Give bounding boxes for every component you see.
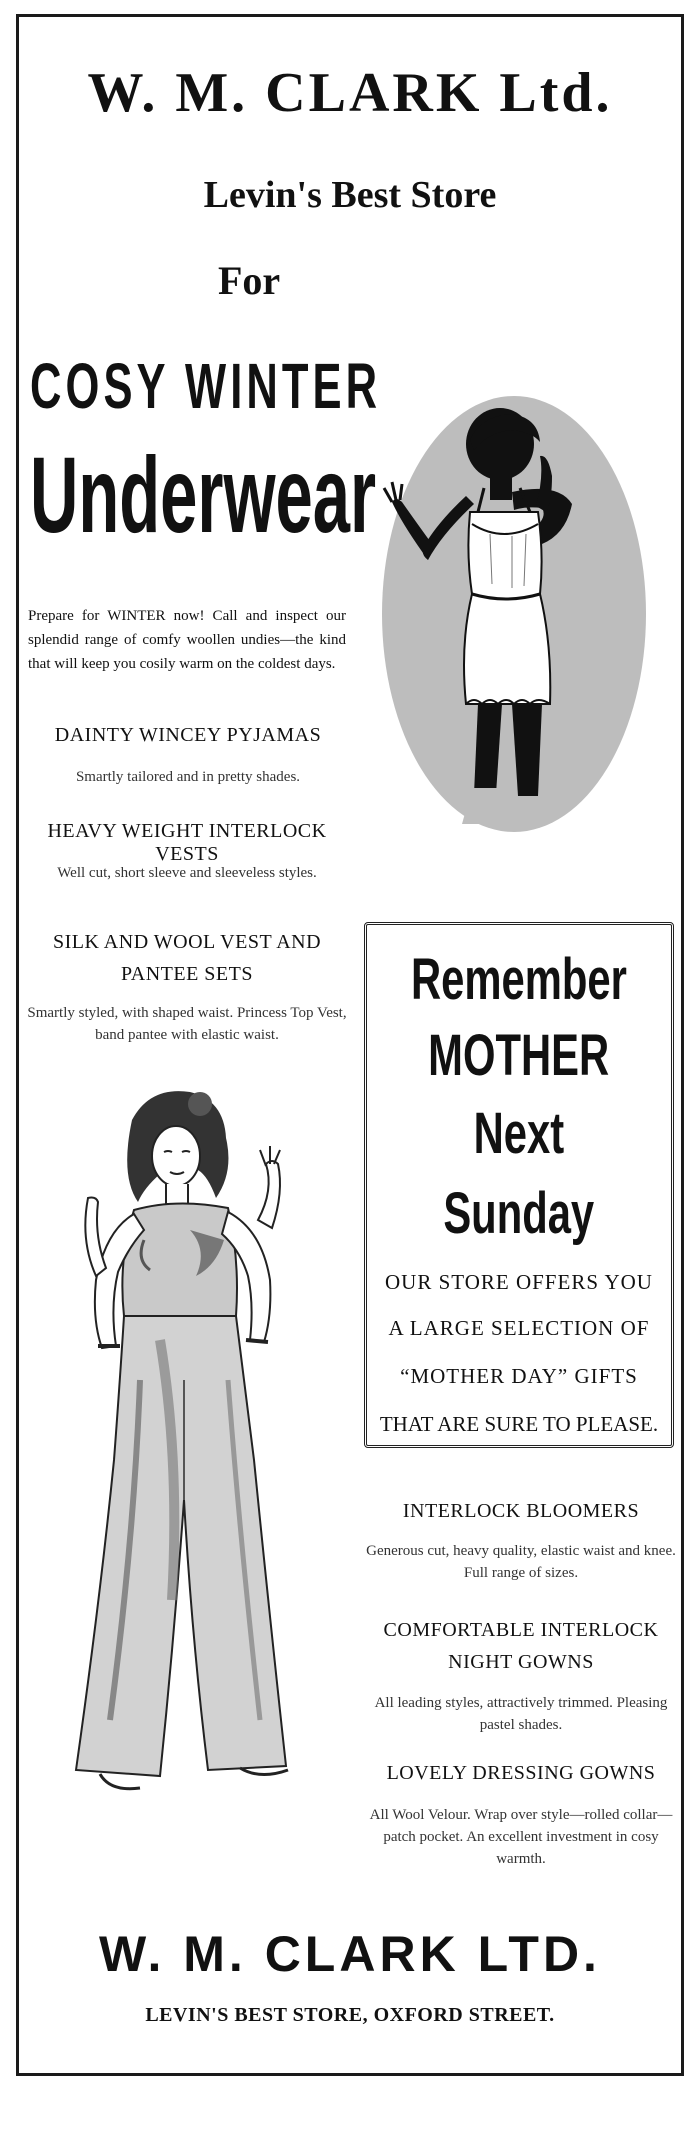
item-desc-night-gowns: All leading styles, attractively trimmed. Pleasing pastel shades. [374,1695,668,1733]
item-title-dressing-gowns: LOVELY DRESSING GOWNS [386,1762,656,1784]
item-desc-bloomers: Generous cut, heavy quality, elastic waist and knee. Full range of sizes. [366,1543,676,1581]
item-title-vest-pantee: SILK AND WOOL VEST AND PANTEE SETS [52,931,322,985]
hero-line-1: COSY WINTER [30,350,382,422]
store-tagline: Levin's Best Store [203,174,497,216]
mother-offer-2: A LARGE SELECTION OF [388,1316,650,1340]
mother-offer-1: OUR STORE OFFERS YOU [385,1270,653,1294]
item-desc-vests: Well cut, short sleeve and sleeveless styles. [57,865,317,881]
mother-sunday: Sunday [443,1181,595,1246]
woman-in-pyjamas-illustration [40,1080,360,1840]
store-name-header: W. M. CLARK Ltd. [87,62,613,124]
store-address: LEVIN'S BEST STORE, OXFORD STREET. [145,2004,555,2026]
item-title-bloomers: INTERLOCK BLOOMERS [402,1500,640,1522]
mother-mother: MOTHER [428,1023,610,1088]
store-name-footer: W. M. CLARK LTD. [99,1926,601,1982]
mother-offer-4: THAT ARE SURE TO PLEASE. [379,1412,659,1436]
hero-line-2: Underwear [30,434,377,555]
woman-in-slip-illustration [362,384,662,844]
item-title-night-gowns: COMFORTABLE INTERLOCK NIGHT GOWNS [383,1619,659,1673]
mother-next: Next [473,1101,565,1166]
item-desc-pyjamas: Smartly tailored and in pretty shades. [75,769,301,785]
item-title-pyjamas: DAINTY WINCEY PYJAMAS [54,724,322,746]
item-desc-vest-pantee: Smartly styled, with shaped waist. Princess Top Vest, band pantee with elastic waist. [27,1005,347,1043]
intro-paragraph: Prepare for WINTER now! Call and inspect our splendid range of comfy woollen undies—the kind that will keep you cosily warm on the coldest days. [28,608,346,672]
item-title-vests: HEAVY WEIGHT INTERLOCK VESTS [47,820,327,865]
mother-offer-3: “MOTHER DAY” GIFTS [400,1364,638,1388]
for-label: For [218,258,281,303]
mother-remember: Remember [411,947,627,1012]
item-desc-dressing-gowns: All Wool Velour. Wrap over style—rolled collar—patch pocket. An excellent investment in cosy warmth. [369,1807,673,1867]
